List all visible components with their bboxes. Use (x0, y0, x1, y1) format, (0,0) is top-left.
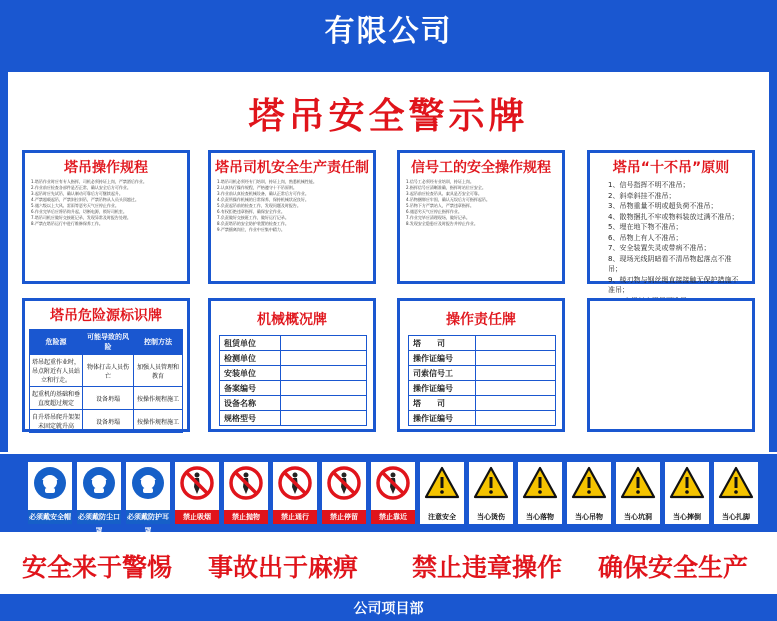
machine-value[interactable] (281, 381, 367, 396)
signal-text (400, 177, 562, 227)
signal-line: 2.指挥信号应清晰准确，指挥时站位应安全。 (406, 185, 486, 190)
safety-sign-label: 必须戴安全帽 (28, 510, 72, 524)
table-row (220, 366, 367, 381)
machine-value[interactable] (281, 351, 367, 366)
safety-sign (567, 462, 611, 524)
hazard-title: 塔吊危险源标识牌 (50, 308, 162, 324)
table-row (220, 381, 367, 396)
table-row (30, 410, 183, 433)
operation-text (25, 177, 187, 227)
machine-label: 租赁单位 (220, 336, 281, 351)
signal-line: 5.吊物下方严禁站人，严禁违章指挥。 (406, 203, 474, 208)
ten-rules-item: 9、棱刃物与钢丝绳直接接触无保护措施不准吊； (608, 275, 739, 294)
machine-label: 检测单位 (220, 351, 281, 366)
ten-rules-item: 6、吊物上有人不准吊； (608, 233, 683, 242)
helmet-icon (32, 465, 68, 501)
responsibility-label: 塔 司 (409, 336, 476, 351)
safety-sign (77, 462, 121, 535)
responsibility-value[interactable] (476, 381, 556, 396)
operation-line: 8.严禁在塔吊运行中进行维修保养工作。 (31, 221, 103, 226)
driver-duty-board (208, 150, 376, 284)
operation-line: 3.起吊时应先试吊，确认制动可靠后方可继续起升。 (31, 191, 123, 196)
table-row (220, 396, 367, 411)
machine-title: 机械概况牌 (257, 312, 327, 328)
ten-rules-item: 2、斜牵斜挂不准吊； (608, 191, 676, 200)
driver-duty-line: 8.负责塔吊的安全防护装置的检查工作。 (217, 221, 289, 226)
header-bar (0, 0, 777, 72)
hazard-col-header: 可能导致的风险 (83, 330, 134, 355)
table-row (409, 381, 556, 396)
table-row (220, 336, 367, 351)
hazard-cell: 塔吊起重作业时，吊点附近有人员站立和行走。 (30, 355, 83, 387)
driver-duty-line: 4.负责所操作机械的日常保养，保持机械状况良好。 (217, 197, 309, 202)
caution-icon (424, 465, 460, 501)
table-row (30, 387, 183, 410)
table-row (409, 351, 556, 366)
slogan: 安全来于警惕 (22, 553, 173, 582)
driver-duty-line: 3.作业前认真检查机械设备，确认正常后方可作业。 (217, 191, 309, 196)
hazard-cell: 按操作规程施工 (134, 387, 183, 410)
signal-line: 3.起吊前应检查吊具、索具是否安全可靠。 (406, 191, 482, 196)
ten-rules-item: 3、吊物重量不明或超负荷不准吊； (608, 202, 718, 210)
slogan-row (0, 548, 777, 582)
responsibility-label: 操作证编号 (409, 411, 476, 426)
machine-table (219, 335, 367, 426)
operation-line: 6.作业完毕后应将吊钩升起，切断电源，锁好司机室。 (31, 209, 127, 214)
safety-sign-label: 当心烫伤 (469, 510, 513, 524)
machine-value[interactable] (281, 396, 367, 411)
page-title: 塔吊安全警示牌 (248, 96, 529, 137)
signal-line: 6.遇恶劣天气应停止指挥作业。 (406, 209, 462, 214)
operation-line: 2.作业前应检查各部件是否正常，确认安全后方可作业。 (31, 185, 131, 190)
safety-sign (175, 462, 219, 524)
safety-sign-label: 必须戴防尘口罩 (77, 510, 121, 524)
hazard-col-header: 控制方法 (134, 330, 183, 355)
falling-object-icon (522, 465, 558, 501)
table-row (409, 411, 556, 426)
operation-line: 1.塔吊作业时应有专人指挥，司机必须持证上岗，严禁酒后作业。 (31, 179, 147, 184)
slogan: 事故出于麻痹 (208, 553, 359, 582)
safety-sign-label: 必须戴防护耳罩 (126, 510, 170, 524)
table-row (220, 411, 367, 426)
hazard-header-row (30, 330, 183, 355)
safety-sign-label: 禁止靠近 (371, 510, 415, 524)
ten-rules-item: 5、埋在地下物不准吊； (608, 223, 683, 231)
responsibility-label: 司索信号工 (409, 366, 476, 381)
driver-duty-line: 9.严禁擅离岗位，作业中应集中精力。 (217, 227, 285, 232)
driver-duty-line: 2.认真执行操作规程，严格遵守十不吊原则。 (217, 185, 297, 190)
pit-warning-icon (620, 465, 656, 501)
driver-duty-line: 6.有权拒绝违章指挥，确保安全作业。 (217, 209, 285, 214)
driver-duty-line: 1.塔吊司机必须经专门培训，持证上岗，熟悉机械性能。 (217, 179, 317, 184)
no-smoking-icon (179, 465, 215, 501)
safety-sign (469, 462, 513, 524)
safety-sign (665, 462, 709, 524)
no-throwing-icon (228, 465, 264, 501)
safety-sign-label: 当心吊物 (567, 510, 611, 524)
signal-title: 信号工的安全操作规程 (411, 160, 551, 176)
safety-sign (616, 462, 660, 524)
signal-line: 1.信号工必须经专业培训，持证上岗。 (406, 179, 474, 184)
operation-board (22, 150, 190, 284)
safety-sign (322, 462, 366, 524)
safety-sign (371, 462, 415, 524)
signal-line: 4.吊物捆绑应牢固，确认无误后方可指挥起吊。 (406, 197, 490, 202)
table-row (220, 351, 367, 366)
safety-sign (420, 462, 464, 524)
hazard-cell: 物体打击人员伤亡 (83, 355, 134, 387)
no-passage-icon (277, 465, 313, 501)
responsibility-table (408, 335, 556, 426)
ten-rules-item: 1、信号指挥不明不准吊； (608, 181, 690, 189)
responsibility-value[interactable] (476, 396, 556, 411)
safety-sign (28, 462, 72, 524)
signal-line: 8.发现安全隐患应及时报告并停止作业。 (406, 221, 478, 226)
responsibility-label: 塔 司 (409, 396, 476, 411)
driver-duty-line: 5.负责起吊前的检查工作，发现问题及时报告。 (217, 203, 301, 208)
hazard-cell: 按操作规程施工 (134, 410, 183, 433)
fall-warning-icon (669, 465, 705, 501)
responsibility-label: 操作证编号 (409, 381, 476, 396)
safety-sign (126, 462, 170, 535)
operation-line: 5.遇六级以上大风、雷雨等恶劣天气应停止作业。 (31, 203, 119, 208)
ten-rules-item: 8、现场光线阴暗看不清吊物起落点不准吊； (608, 254, 732, 273)
earmuff-icon (130, 465, 166, 501)
foot-puncture-icon (718, 465, 754, 501)
table-row (409, 336, 556, 351)
project-department: 公司项目部 (353, 601, 424, 617)
responsibility-title: 操作责任牌 (446, 312, 516, 328)
machine-value[interactable] (281, 411, 367, 426)
hazard-board (22, 298, 190, 432)
machine-label: 备案编号 (220, 381, 281, 396)
hazard-cell: 加强人员管理和教育 (134, 355, 183, 387)
operation-title: 塔吊操作规程 (64, 160, 148, 176)
driver-duty-line: 7.负责做好交接班工作，做好运行记录。 (217, 215, 289, 220)
no-stay-icon (326, 465, 362, 501)
ten-rules-list (590, 177, 752, 306)
hazard-col-header: 危险源 (30, 330, 83, 355)
safety-sign-label: 禁止通行 (273, 510, 317, 524)
company-name: 有限公司 (324, 14, 453, 49)
footer-bar (0, 594, 777, 621)
burn-warning-icon (473, 465, 509, 501)
safety-sign-band (0, 454, 777, 535)
safety-sign-label: 禁止停留 (322, 510, 366, 524)
table-row (409, 396, 556, 411)
table-row (30, 355, 183, 387)
safety-sign (518, 462, 562, 524)
mask-icon (81, 465, 117, 501)
responsibility-value[interactable] (476, 366, 556, 381)
responsibility-value[interactable] (476, 351, 556, 366)
machine-board (208, 298, 376, 432)
driver-duty-title: 塔吊司机安全生产责任制 (215, 160, 369, 176)
machine-value[interactable] (281, 336, 367, 351)
ten-rules-title: 塔吊“十不吊”原则 (612, 160, 730, 176)
hazard-cell: 起重机的基础和垂直度超过规定 (30, 387, 83, 410)
safety-sign-label: 禁止抛物 (224, 510, 268, 524)
responsibility-board (397, 298, 565, 432)
machine-value[interactable] (281, 366, 367, 381)
hanging-load-icon (571, 465, 607, 501)
ten-rules-board (587, 150, 755, 294)
slogan: 禁止违章操作 (412, 553, 563, 582)
hazard-cell: 设备坍塌 (83, 387, 134, 410)
table-row (409, 366, 556, 381)
safety-sign (273, 462, 317, 524)
blank-board (587, 298, 755, 432)
hazard-cell: 设备坍塌 (83, 410, 134, 433)
safety-sign-label: 禁止吸烟 (175, 510, 219, 524)
responsibility-value[interactable] (476, 411, 556, 426)
safety-sign (714, 462, 758, 524)
safety-sign-label: 当心摔倒 (665, 510, 709, 524)
hazard-cell: 自升塔吊爬升架架未固定就升高 (30, 410, 83, 433)
machine-label: 安装单位 (220, 366, 281, 381)
machine-label: 设备名称 (220, 396, 281, 411)
slogan: 确保安全生产 (598, 553, 749, 582)
operation-line: 4.严禁超载起吊，严禁斜拉斜吊，严禁吊物从人员头顶越过。 (31, 197, 139, 202)
responsibility-value[interactable] (476, 336, 556, 351)
operation-line: 7.塔吊司机应做好交接班记录，发现异常及时报告处理。 (31, 215, 131, 220)
no-approach-icon (375, 465, 411, 501)
safety-sign-label: 当心落物 (518, 510, 562, 524)
safety-sign-label: 当心坑洞 (616, 510, 660, 524)
ten-rules-item: 7、安全装置失灵或带病不准吊； (608, 244, 711, 252)
signal-line: 7.作业完毕应清理现场，做好记录。 (406, 215, 470, 220)
hazard-table (29, 329, 183, 433)
safety-sign-label: 注意安全 (420, 510, 464, 524)
driver-duty-text (211, 177, 373, 233)
ten-rules-item: 4、散物捆扎不牢或物料装放过满不准吊； (608, 212, 739, 221)
safety-sign-label: 当心扎脚 (714, 510, 758, 524)
signal-board (397, 150, 565, 284)
machine-label: 规格型号 (220, 411, 281, 426)
responsibility-label: 操作证编号 (409, 351, 476, 366)
safety-sign (224, 462, 268, 524)
